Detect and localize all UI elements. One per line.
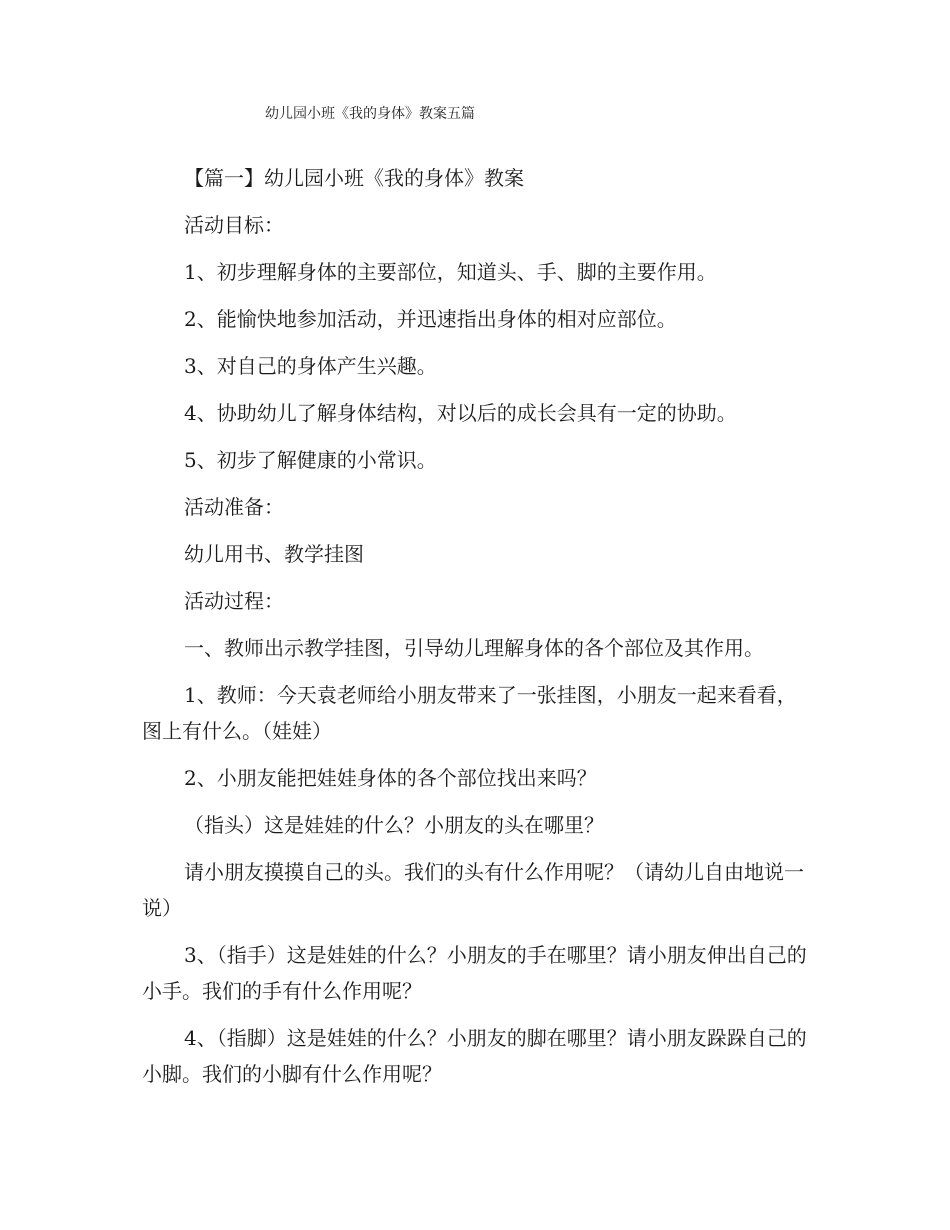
paragraph: 活动过程： bbox=[184, 589, 284, 613]
paragraph: 一、教师出示教学挂图，引导幼儿理解身体的各个部位及其作用。 bbox=[184, 636, 764, 660]
paragraph: 3、（指手）这是娃娃的什么？小朋友的手在哪里？请小朋友伸出自己的小手。我们的手有什么作用呢？ bbox=[142, 943, 807, 1003]
paragraph: 1、教师：今天袁老师给小朋友带来了一张挂图，小朋友一起来看看，图上有什么。（娃娃） bbox=[142, 683, 797, 743]
paragraph: 4、协助幼儿了解身体结构，对以后的成长会具有一定的协助。 bbox=[184, 401, 737, 425]
paragraph: 2、小朋友能把娃娃身体的各个部位找出来吗？ bbox=[184, 766, 597, 790]
document-header: 幼儿园小班《我的身体》教案五篇 bbox=[265, 106, 475, 122]
paragraph: 活动准备： bbox=[184, 495, 284, 519]
paragraph: 幼儿用书、教学挂图 bbox=[184, 542, 364, 566]
paragraph: 1、初步理解身体的主要部位，知道头、手、脚的主要作用。 bbox=[184, 260, 717, 284]
section-title: 【篇一】幼儿园小班《我的身体》教案 bbox=[184, 166, 524, 190]
paragraph: （指头）这是娃娃的什么？小朋友的头在哪里？ bbox=[184, 813, 604, 837]
paragraph: 3、对自己的身体产生兴趣。 bbox=[184, 354, 437, 378]
paragraph: 请小朋友摸摸自己的头。我们的头有什么作用呢？（请幼儿自由地说一说） bbox=[142, 860, 804, 920]
paragraph: 5、初步了解健康的小常识。 bbox=[184, 448, 437, 472]
paragraph: 活动目标： bbox=[184, 213, 284, 237]
paragraph: 2、能愉快地参加活动，并迅速指出身体的相对应部位。 bbox=[184, 307, 677, 331]
document-body bbox=[142, 160, 812, 1103]
paragraph: 4、（指脚）这是娃娃的什么？小朋友的脚在哪里？请小朋友跺跺自己的小脚。我们的小脚有什么作用呢？ bbox=[142, 1026, 807, 1086]
